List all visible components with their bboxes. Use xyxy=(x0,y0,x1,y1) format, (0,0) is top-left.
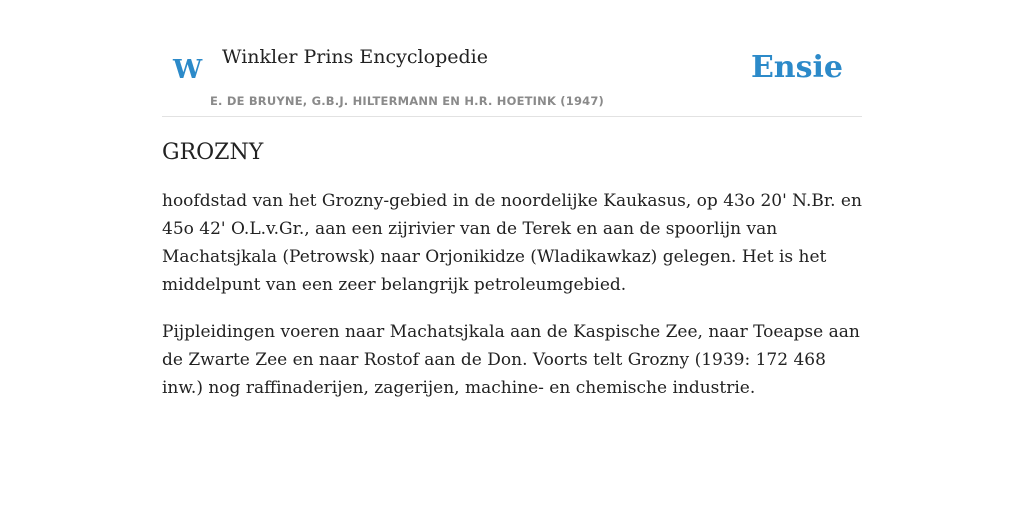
publication-title[interactable]: Winkler Prins Encyclopedie xyxy=(222,46,488,68)
article-body xyxy=(162,140,862,421)
article-paragraph: Pijpleidingen voeren naar Machatsjkala aan de Kaspische Zee, naar Toeapse aan de Zwarte Zee en naar Rostof aan de Don. Voorts telt Grozny (1939: 172 468 inw.) nog raffinaderijen, zagerijen, machine- en chemische industrie. xyxy=(162,322,860,398)
page-header xyxy=(162,38,862,117)
article-title: GROZNY xyxy=(162,140,264,165)
winkler-prins-logo[interactable]: W xyxy=(173,55,203,85)
publication-authors: E. DE BRUYNE, G.B.J. HILTERMANN EN H.R. HOETINK (1947) xyxy=(210,94,605,108)
article-paragraph: hoofdstad van het Grozny-gebied in de noordelijke Kaukasus, op 43o 20' N.Br. en 45o 42' O.L.v.Gr., aan een zijrivier van de Terek en aan de spoorlijn van Machatsjkala (Petrowsk) naar Orjonikidze (Wladikawkaz) gelegen. Het is het middelpunt van een zeer belangrijk petroleumgebied. xyxy=(162,191,862,295)
ensie-logo-link[interactable]: Ensie xyxy=(750,50,843,85)
